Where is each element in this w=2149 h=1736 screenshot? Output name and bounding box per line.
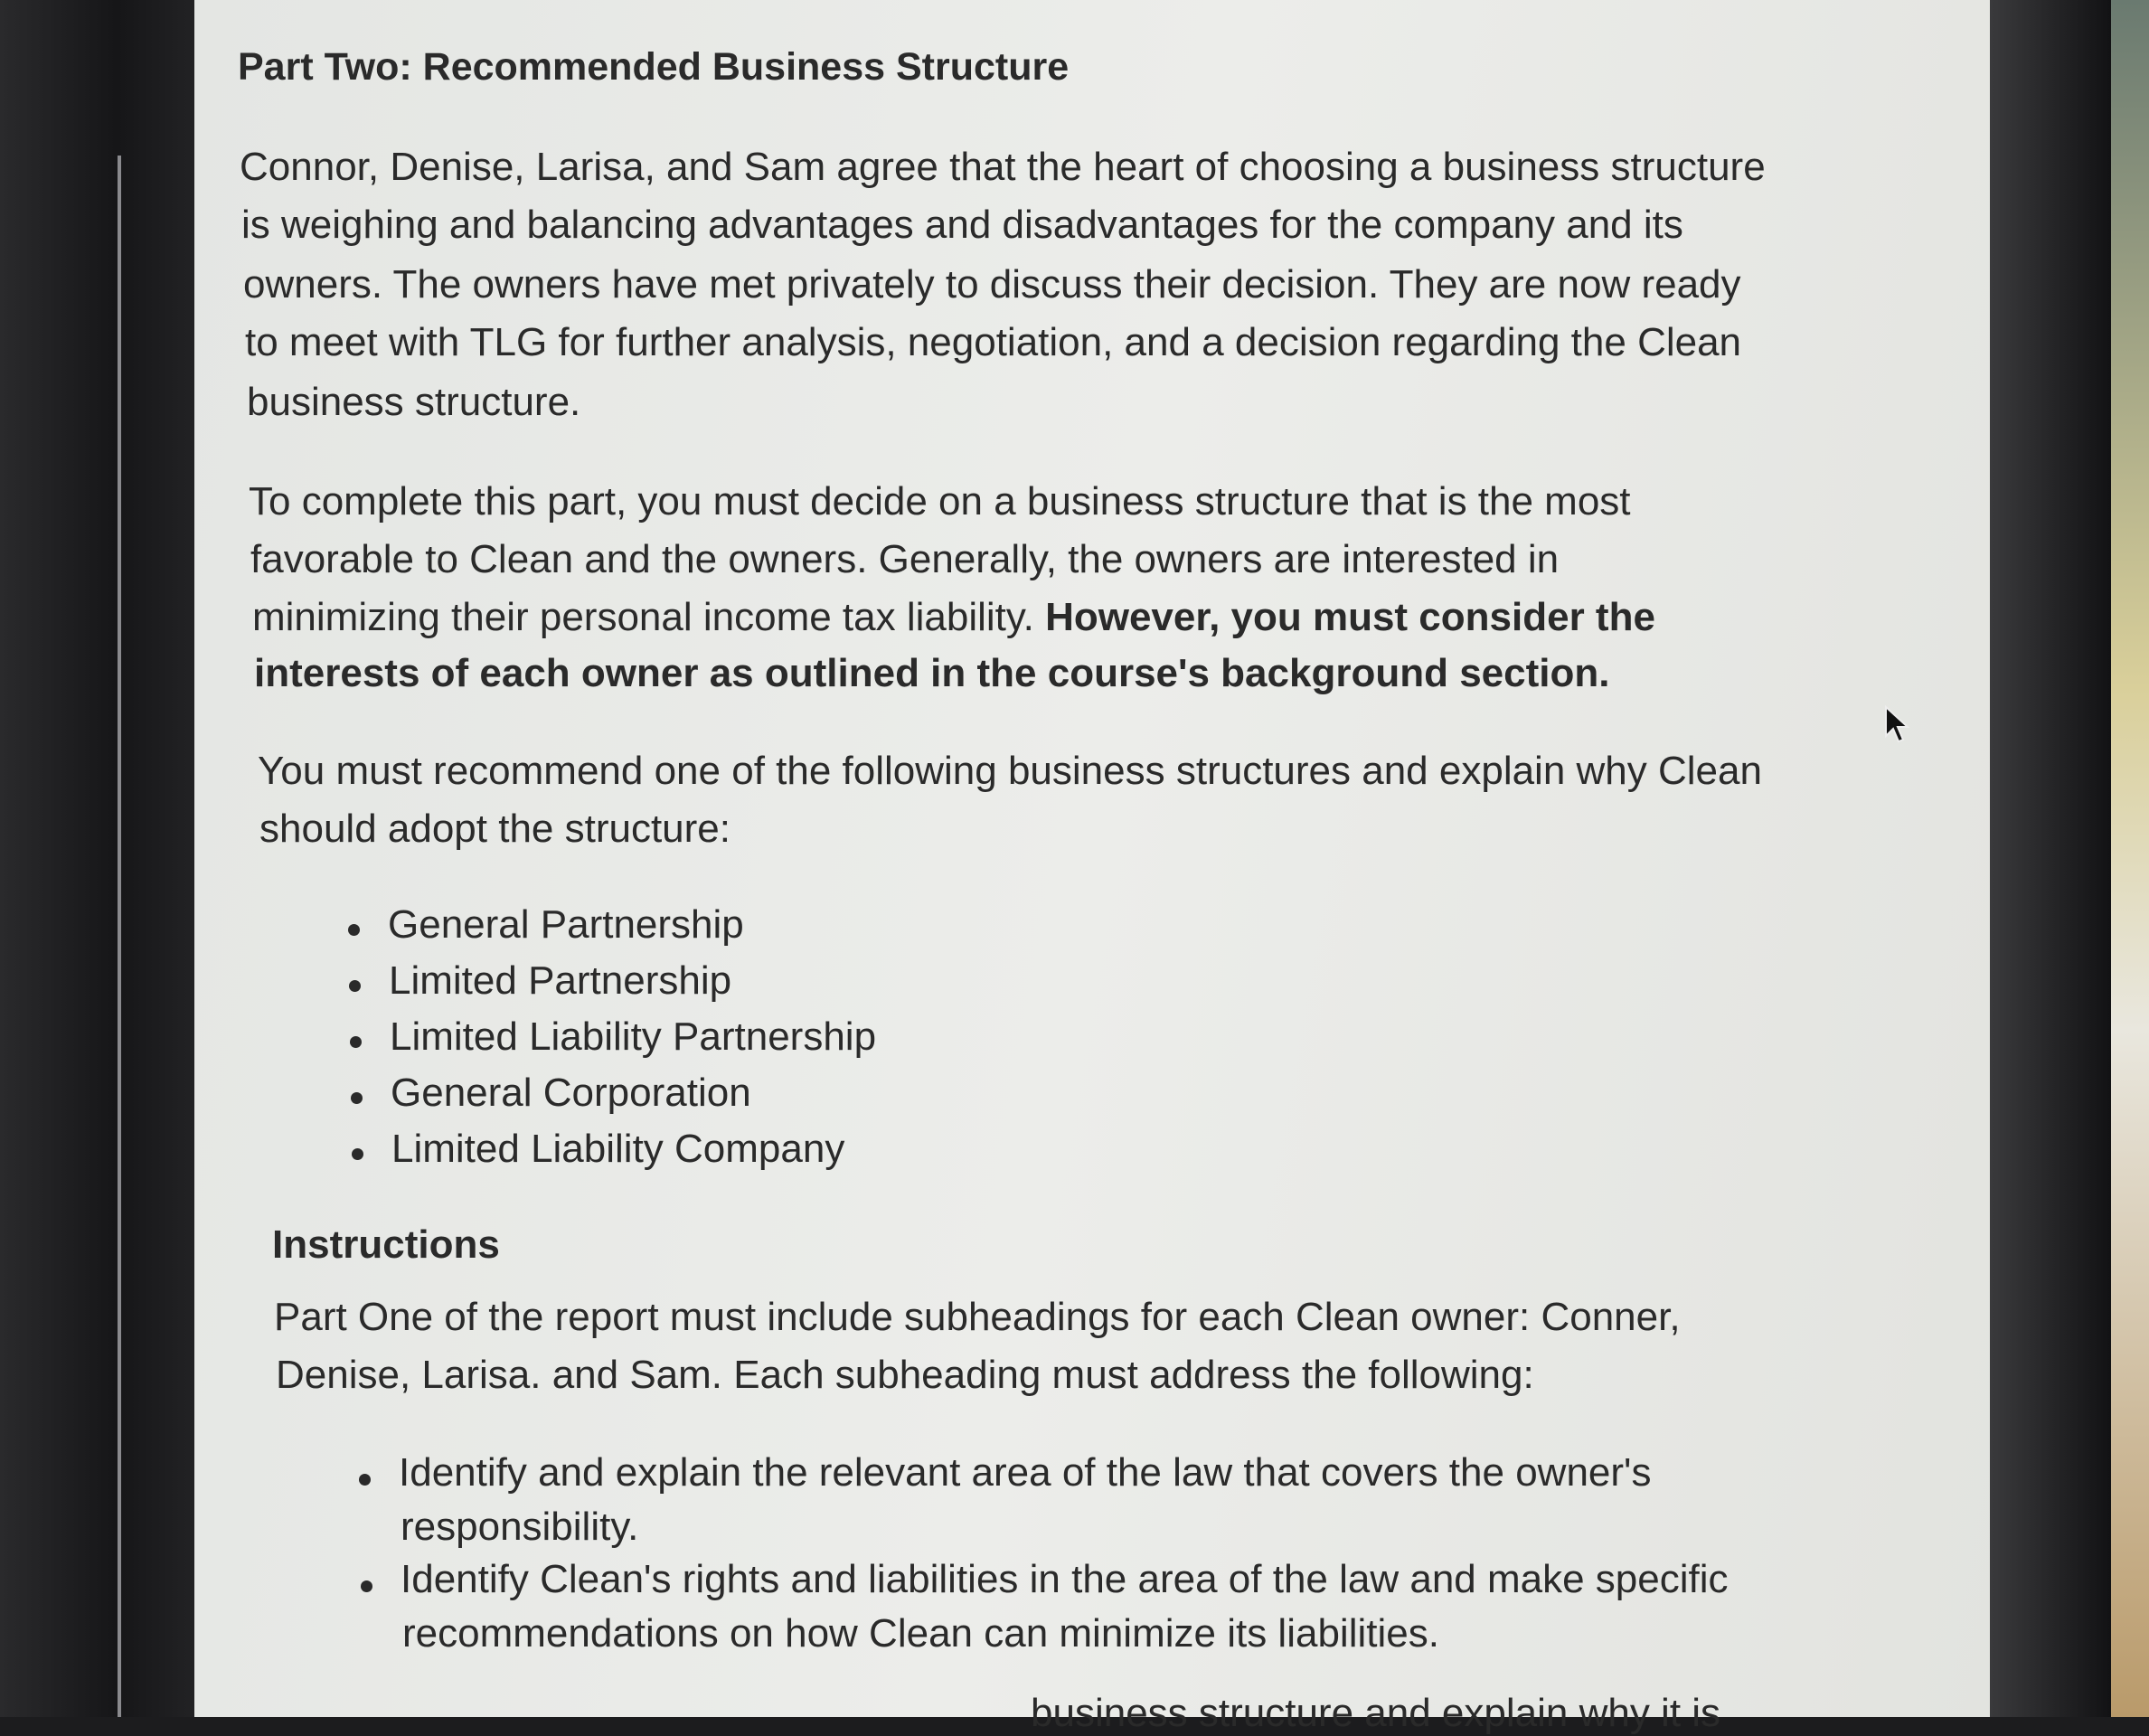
list-item: Limited Liability Partnership bbox=[390, 1014, 877, 1059]
list-item-line: Identify and explain the relevant area of the law that covers the owner's bbox=[399, 1450, 1652, 1495]
list-item: General Partnership bbox=[388, 902, 744, 947]
instructions-heading: Instructions bbox=[272, 1222, 500, 1267]
paragraph-line: To complete this part, you must decide on a business structure that is the most bbox=[249, 479, 1631, 524]
paragraph-line: Connor, Denise, Larisa, and Sam agree that the heart of choosing a business structure bbox=[240, 145, 1766, 189]
paragraph-line: business structure. bbox=[247, 380, 581, 424]
paragraph-line bbox=[252, 595, 1655, 640]
paragraph-line: favorable to Clean and the owners. Generally, the owners are interested in bbox=[250, 537, 1560, 581]
page-title: Part Two: Recommended Business Structure bbox=[238, 45, 1070, 89]
emphasis-line: interests of each owner as outlined in the course's background section. bbox=[254, 651, 1610, 695]
bullet-icon bbox=[350, 1036, 362, 1048]
list-item: General Corporation bbox=[391, 1071, 751, 1115]
list-item: Limited Liability Company bbox=[391, 1127, 845, 1171]
paragraph-line: owners. The owners have met privately to discuss their decision. They are now ready bbox=[243, 262, 1741, 307]
list-item-line: responsibility. bbox=[401, 1505, 639, 1549]
monitor-bezel-left bbox=[0, 0, 194, 1717]
paragraph-line: to meet with TLG for further analysis, negotiation, and a decision regarding the Clean bbox=[245, 320, 1742, 364]
list-item-line: recommendations on how Clean can minimize its liabilities. bbox=[402, 1611, 1439, 1656]
mouse-cursor-icon bbox=[1882, 705, 1913, 745]
paragraph-line: should adopt the structure: bbox=[259, 807, 730, 851]
bullet-icon bbox=[352, 1148, 363, 1160]
bullet-icon bbox=[351, 1092, 363, 1104]
background-desk bbox=[2111, 0, 2149, 1717]
bullet-icon bbox=[361, 1580, 372, 1592]
bullet-icon bbox=[359, 1474, 371, 1486]
paragraph-line: is weighing and balancing advantages and disadvantages for the company and its bbox=[241, 203, 1683, 247]
sidebar-divider bbox=[118, 156, 121, 1717]
paragraph-text: minimizing their personal income tax liability. bbox=[252, 595, 1046, 639]
cutoff-line: business structure and explain why it is bbox=[1031, 1691, 1721, 1735]
paragraph-line: You must recommend one of the following business structures and explain why Clean bbox=[258, 749, 1762, 793]
list-item-line: Identify Clean's rights and liabilities in the area of the law and make specific bbox=[401, 1557, 1729, 1601]
bullet-icon bbox=[349, 980, 361, 992]
paragraph-line: Part One of the report must include subheadings for each Clean owner: Conner, bbox=[274, 1295, 1681, 1339]
monitor-bezel-right bbox=[1990, 0, 2111, 1717]
paragraph-line: Denise, Larisa. and Sam. Each subheading must address the following: bbox=[276, 1353, 1534, 1397]
list-item: Limited Partnership bbox=[389, 958, 732, 1003]
document-page bbox=[194, 0, 1990, 1735]
emphasis-text: However, you must consider the bbox=[1045, 595, 1655, 639]
bullet-icon bbox=[348, 924, 360, 936]
